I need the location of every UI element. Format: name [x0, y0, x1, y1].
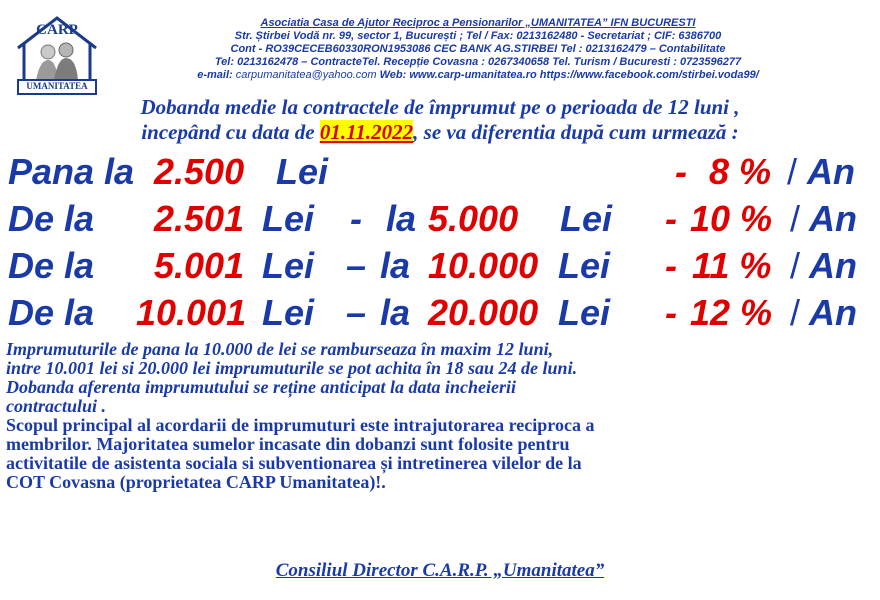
terms-line: Imprumuturile de pana la 10.000 de lei se ramburseaza în maxim 12 luni, — [6, 339, 554, 359]
rate-row-2 — [0, 196, 880, 242]
email-link[interactable]: carpumanitatea@yahoo.com — [235, 69, 377, 81]
rate-per: An — [809, 198, 857, 239]
rate-per: An — [809, 292, 857, 333]
carp-logo — [14, 14, 100, 96]
intro-line-2 — [0, 120, 880, 145]
logo-carp-text: CARP — [36, 22, 78, 38]
rate-per: An — [807, 151, 855, 192]
rate-row-4 — [0, 290, 880, 336]
rate-prefix: De la — [8, 198, 95, 239]
terms-line: contractului . — [6, 396, 107, 416]
rate-from-amount: 10.001 — [136, 292, 247, 333]
rate-to-label: la — [380, 245, 411, 286]
rate-slash: / — [790, 198, 801, 239]
rate-to-amount: 10.000 — [428, 245, 539, 286]
purpose-line: activitatile de asistenta sociala si subventionarea și intretinerea vilelor de la — [6, 453, 582, 473]
rate-prefix: De la — [8, 292, 95, 333]
rate-per: An — [809, 245, 857, 286]
signature: Consiliul Director C.A.R.P. „Umanitatea” — [275, 560, 605, 581]
purpose-line: Scopul principal al acordarii de imprumuturi este intrajutorarea reciproca a — [6, 415, 595, 435]
terms-paragraph — [6, 340, 876, 416]
intro-line-2-start: incepând cu data de — [141, 120, 320, 144]
purpose-line: COT Covasna (proprietatea CARP Umanitatea)!. — [6, 472, 386, 492]
rate-separator: – — [346, 292, 367, 333]
rate-slash: / — [787, 151, 798, 192]
rate-to-unit: Lei — [558, 245, 611, 286]
rate-separator: – — [346, 245, 367, 286]
organization-header — [108, 17, 848, 82]
rate-to-unit: Lei — [558, 292, 611, 333]
terms-line: Dobanda aferenta imprumutului se reține anticipat la data incheierii — [6, 377, 517, 397]
rate-to-amount: 20.000 — [428, 292, 539, 333]
rate-percent: 11 % — [692, 245, 772, 286]
effective-date: 01.11.2022 — [319, 120, 414, 144]
rate-row-1 — [0, 149, 880, 195]
terms-line: intre 10.001 lei si 20.000 lei imprumuturile se pot achita în 18 sau 24 de luni. — [6, 358, 578, 378]
web-links[interactable]: Web: www.carp-umanitatea.ro https://www.facebook.com/stirbei.voda99/ — [379, 69, 759, 81]
header-phones: Tel: 0213162478 – ContracteTel. Recepție Covasna : 0267340658 Tel. Turism / Bucuresti : 0723596277 — [214, 56, 742, 68]
rate-dash: - — [665, 292, 677, 333]
rate-percent: 10 % — [690, 198, 773, 239]
email-label: e-mail: — [197, 69, 233, 81]
rate-slash: / — [790, 292, 801, 333]
logo-umanitatea-text: UMANITATEA — [26, 81, 88, 91]
intro-text — [0, 95, 880, 145]
rate-dash: - — [665, 198, 677, 239]
header-contact-line — [108, 69, 848, 82]
rate-to-label: la — [386, 198, 417, 239]
rate-prefix: De la — [8, 245, 95, 286]
rate-separator: - — [350, 198, 362, 239]
rate-prefix: Pana la — [8, 151, 135, 192]
purpose-paragraph — [6, 416, 876, 492]
header-bank-account: Cont - RO39CECEB60330RON1953086 CEC BANK AG.STIRBEI Tel : 0213162479 – Contabilitate — [230, 43, 726, 55]
rate-dash: - — [675, 151, 687, 192]
intro-line-2-end: , se va diferentia după cum urmează : — [413, 120, 739, 144]
rate-to-label: la — [380, 292, 411, 333]
purpose-line: membrilor. Majoritatea sumelor incasate din dobanzi sunt folosite pentru — [6, 434, 570, 454]
rate-from-amount: 2.501 — [154, 198, 245, 239]
rate-to-unit: Lei — [560, 198, 613, 239]
intro-line-1: Dobanda medie la contractele de împrumut pe o perioada de 12 luni , — [140, 95, 740, 119]
rate-from-amount: 2.500 — [154, 151, 245, 192]
rate-from-unit: Lei — [262, 198, 315, 239]
loan-terms-text — [6, 340, 876, 492]
rate-row-3 — [0, 243, 880, 289]
header-org-name: Asociatia Casa de Ajutor Reciproc a Pensionarilor „UMANITATEA” IFN BUCURESTI — [260, 17, 696, 29]
rate-from-unit: Lei — [262, 245, 315, 286]
rate-slash: / — [790, 245, 801, 286]
rate-from-unit: Lei — [276, 151, 329, 192]
rate-from-amount: 5.001 — [154, 245, 245, 286]
rate-dash: - — [665, 245, 677, 286]
rate-to-amount: 5.000 — [428, 198, 519, 239]
rate-percent: 8 % — [709, 151, 772, 192]
rate-from-unit: Lei — [262, 292, 315, 333]
header-address: Str. Știrbei Vodă nr. 99, sector 1, București ; Tel / Fax: 0213162480 - Secretariat ; CIF: 6386700 — [234, 30, 722, 42]
rate-percent: 12 % — [690, 292, 773, 333]
